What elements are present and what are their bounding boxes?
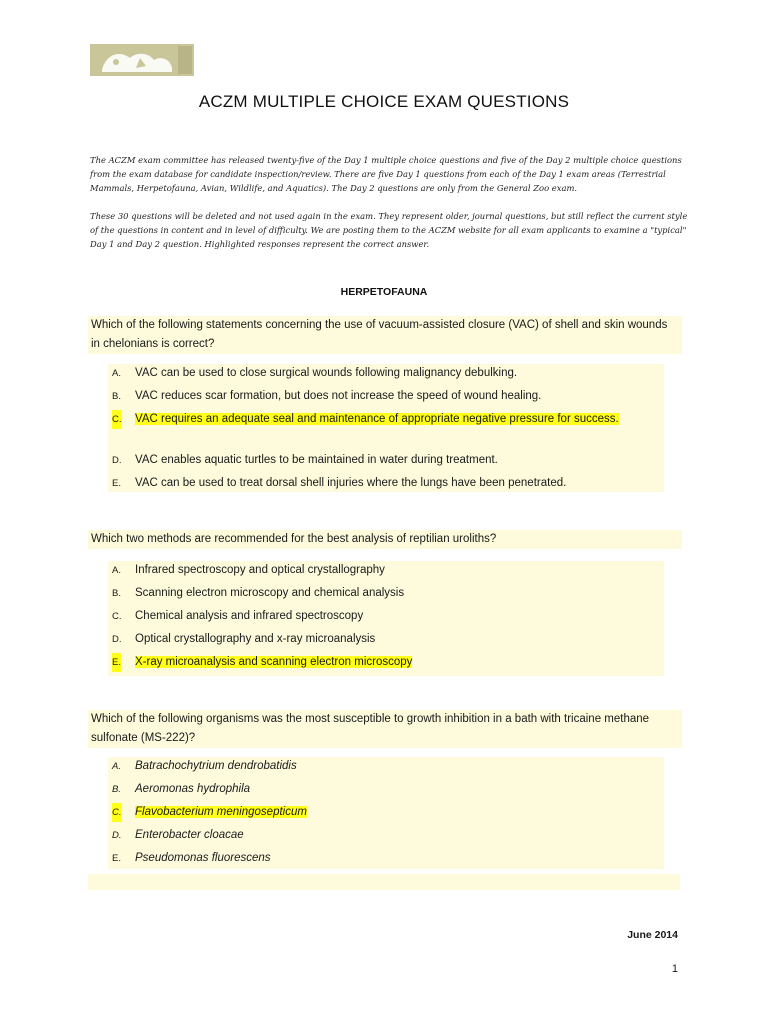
option-text: Pseudomonas fluorescens — [135, 852, 271, 864]
option-letter: E. — [112, 853, 121, 864]
option-text: Optical crystallography and x-ray microanalysis — [135, 633, 376, 645]
intro-paragraph-2: These 30 questions will be deleted and not used again in the exam. They represent older, journal questions, but still reflect the current style of the questions in content and in level of difficulty. We are posting them to the ACZM website for all exam applicants to examine a "typical" Day 1 and Day 2 question. Highlighted responses represent the correct answer. — [90, 211, 688, 249]
option-letter: A. — [112, 565, 121, 576]
option-letter: C. — [112, 410, 122, 429]
option-1c-correct — [112, 410, 660, 448]
option-text-wrap — [135, 653, 660, 672]
option-text: Enterobacter cloacae — [135, 829, 244, 841]
option-letter: A. — [112, 761, 121, 772]
page-number: 1 — [671, 963, 678, 975]
option-text: Chemical analysis and infrared spectroscopy — [135, 610, 364, 622]
option-letter: D. — [112, 634, 122, 645]
option-letter: C. — [112, 611, 122, 622]
question-3: Which of the following organisms was the most susceptible to growth inhibition in a bath with tricaine methane sulfonate (MS-222)? — [88, 710, 682, 748]
aczm-logo — [90, 44, 194, 76]
section-heading: HERPETOFAUNA — [340, 286, 428, 298]
option-letter: E. — [112, 653, 121, 672]
option-text: Flavobacterium meningosepticum — [135, 806, 307, 818]
option-letter: D. — [112, 455, 122, 466]
option-text: X-ray microanalysis and scanning electron microscopy — [135, 656, 413, 668]
question-3-options — [108, 757, 664, 869]
option-text-wrap — [135, 803, 660, 822]
option-text: VAC enables aquatic turtles to be maintained in water during treatment. — [135, 454, 498, 466]
option-letter: B. — [112, 391, 121, 402]
footer-date: June 2014 — [627, 929, 678, 941]
option-text-wrap — [135, 410, 620, 429]
option-letter: B. — [112, 588, 121, 599]
question-2: Which two methods are recommended for the best analysis of reptilian uroliths? — [88, 530, 682, 549]
question-1-options — [108, 364, 664, 492]
option-text: Infrared spectroscopy and optical crystallography — [135, 564, 385, 576]
option-text: VAC can be used to close surgical wounds following malignancy debulking. — [135, 367, 518, 379]
intro-paragraph-1: The ACZM exam committee has released twenty-five of the Day 1 multiple choice questions and five of the Day 2 multiple choice questions from the exam database for candidate inspection/review. There are five Day 1 questions from each of the Day 1 exam areas (Terrestrial Mammals, Herpetofauna, Avian, Wildlife, and Aquatics). The Day 2 questions are only from the General Zoo exam. — [90, 155, 682, 193]
option-text: VAC requires an adequate seal and maintenance of appropriate negative pressure for success. — [135, 413, 619, 425]
option-letter: B. — [112, 784, 121, 795]
shaded-spacer — [88, 874, 680, 890]
option-letter: A. — [112, 368, 121, 379]
question-1: Which of the following statements concerning the use of vacuum-assisted closure (VAC) of shell and skin wounds in chelonians is correct? — [88, 316, 682, 354]
option-text: Batrachochytrium dendrobatidis — [135, 760, 297, 772]
option-letter: C. — [112, 803, 122, 822]
page-title: ACZM MULTIPLE CHOICE EXAM QUESTIONS — [198, 92, 570, 111]
logo-graphic — [90, 44, 194, 76]
option-text: VAC reduces scar formation, but does not increase the speed of wound healing. — [135, 390, 542, 402]
option-text: Scanning electron microscopy and chemical analysis — [135, 587, 405, 599]
option-text: VAC can be used to treat dorsal shell injuries where the lungs have been penetrated. — [135, 477, 567, 489]
option-letter: D. — [112, 830, 122, 841]
option-letter: E. — [112, 478, 121, 489]
option-text: Aeromonas hydrophila — [135, 783, 251, 795]
question-2-options — [108, 561, 664, 676]
